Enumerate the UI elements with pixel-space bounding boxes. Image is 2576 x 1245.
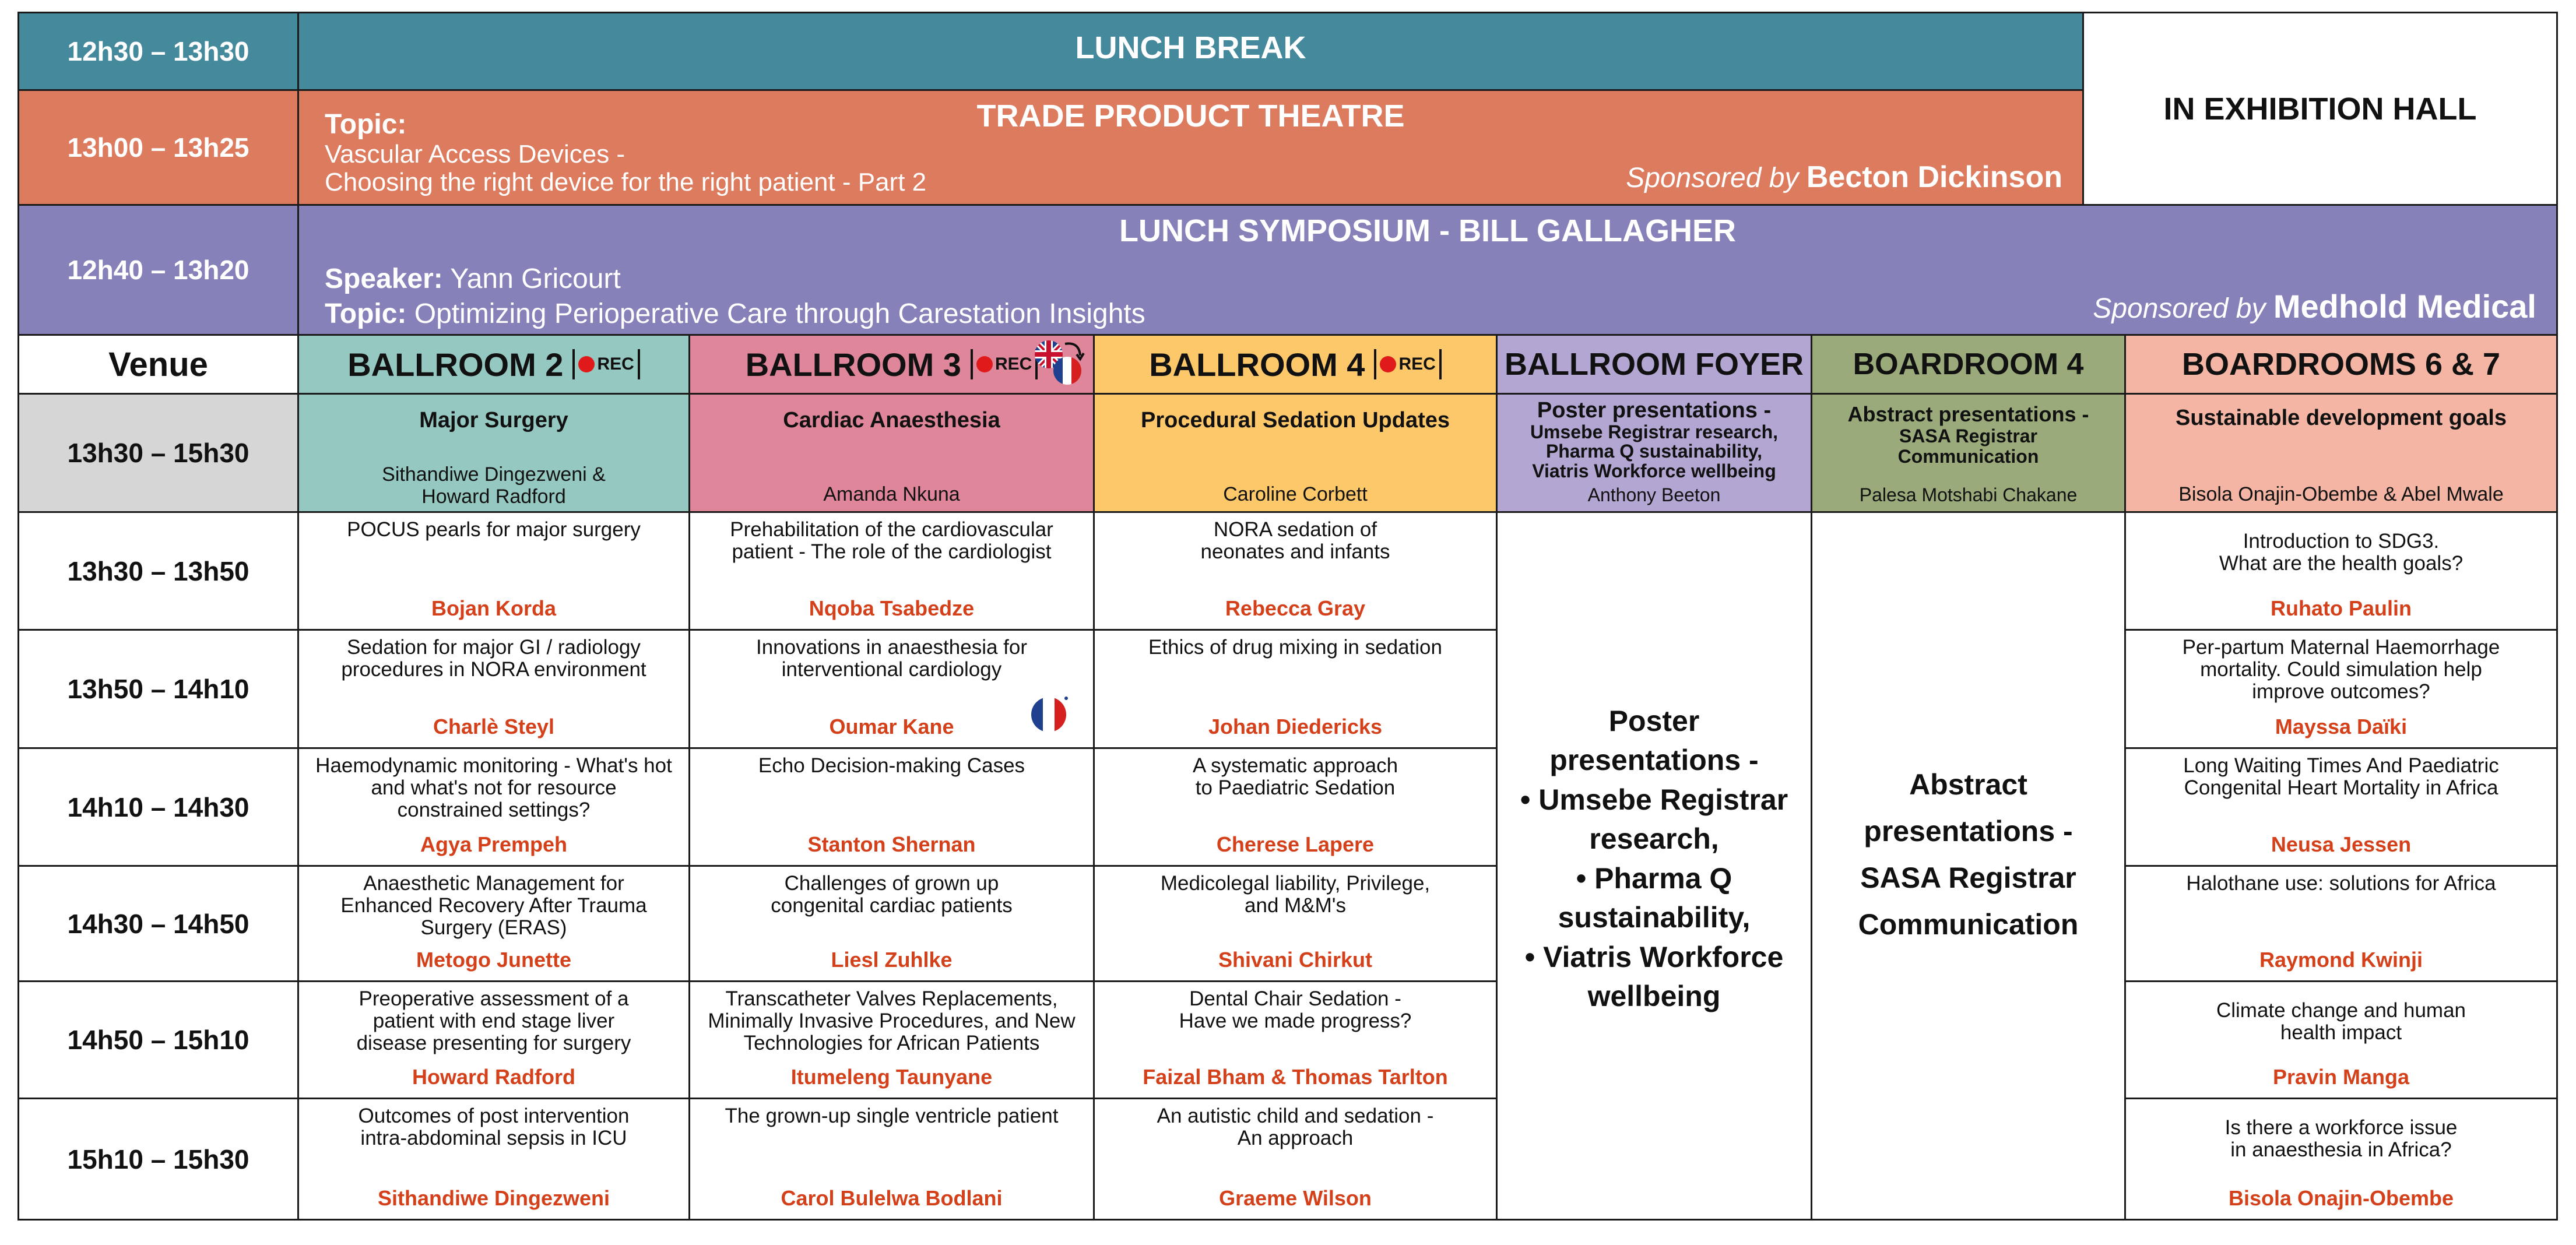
trade-sponsor xyxy=(1626,160,2062,195)
talk-title xyxy=(1098,1105,1492,1149)
recording-label: REC xyxy=(597,354,634,374)
recording-label: REC xyxy=(1398,354,1436,374)
talk-title-line: in anaesthesia in Africa? xyxy=(2230,1138,2452,1161)
talk-title-line: interventional cardiology xyxy=(781,657,1002,681)
session-title: Procedural Sedation Updates xyxy=(1140,408,1450,432)
talk-speaker: Howard Radford xyxy=(412,1065,575,1089)
recording-icon xyxy=(1374,349,1441,379)
boardroom4-line: Communication xyxy=(1858,908,2079,941)
talk-cell-b3 xyxy=(688,980,1095,1099)
session-chair-line2: Howard Radford xyxy=(421,485,566,508)
talk-cell-b4 xyxy=(1093,1098,1498,1221)
symposium-details xyxy=(325,262,1145,332)
talk-cell-b2 xyxy=(297,511,690,631)
foyer-line: • Umsebe Registrar xyxy=(1520,783,1788,816)
talk-title xyxy=(694,519,1090,563)
talk-cell-b2 xyxy=(297,747,690,867)
talk-title-line: Introduction to SDG3. xyxy=(2243,530,2440,553)
talk-speaker: Rebecca Gray xyxy=(1225,596,1366,620)
slot-time-cell xyxy=(17,747,299,867)
france-flag-icon xyxy=(1053,357,1081,385)
talk-speaker: Liesl Zuhlke xyxy=(831,948,953,972)
symposium-cell xyxy=(297,204,2558,336)
venue-boardroom-4-name: BOARDROOM 4 xyxy=(1853,347,2084,381)
talk-speaker: Faizal Bham & Thomas Tarlton xyxy=(1143,1065,1448,1089)
france-flag-icon xyxy=(1029,694,1070,734)
trade-time-cell xyxy=(17,89,299,206)
talk-title xyxy=(2129,1000,2553,1044)
talk-cell-b2 xyxy=(297,865,690,982)
talk-title-line: Enhanced Recovery After Trauma xyxy=(340,894,647,917)
talk-cell-br xyxy=(2124,865,2558,982)
talk-title-line: Surgery (ERAS) xyxy=(420,916,567,939)
talk-title-line: Have we made progress? xyxy=(1179,1009,1412,1032)
boardroom4-merged-cell xyxy=(1811,511,2126,1221)
talk-title-line: Congenital Heart Mortality in Africa xyxy=(2184,776,2498,799)
foyer-line: wellbeing xyxy=(1587,980,1721,1012)
talk-title xyxy=(1098,873,1492,917)
talk-cell-b2 xyxy=(297,629,690,749)
foyer-line: sustainability, xyxy=(1558,901,1751,934)
talk-title xyxy=(1098,755,1492,799)
symposium-topic-label: Topic: xyxy=(325,298,407,329)
boardroom4-line: Abstract xyxy=(1909,768,2027,801)
talk-title xyxy=(694,1105,1090,1127)
talk-speaker: Carol Bulelwa Bodlani xyxy=(781,1186,1003,1210)
talk-cell-b4 xyxy=(1093,980,1498,1099)
exhibition-hall-cell xyxy=(2082,12,2558,206)
venue-ballroom-3 xyxy=(688,334,1095,395)
talk-speaker: Bojan Korda xyxy=(431,596,556,620)
talk-speaker: Pravin Manga xyxy=(2272,1065,2410,1089)
session-chair: Bisola Onajin-Obembe & Abel Mwale xyxy=(2178,483,2504,505)
talk-title-line: Minimally Invasive Procedures, and New xyxy=(708,1009,1076,1032)
session-chair-line1: Sithandiwe Dingezweni & xyxy=(382,463,606,486)
talk-title-line: and M&M's xyxy=(1245,894,1346,917)
talk-cell-b3 xyxy=(688,1098,1095,1221)
session-chair: Anthony Beeton xyxy=(1587,484,1721,505)
session-time-cell xyxy=(17,393,299,513)
talk-title-line: neonates and infants xyxy=(1200,540,1390,563)
talk-title-line: Challenges of grown up xyxy=(784,872,999,895)
talk-cell-b3 xyxy=(688,629,1095,749)
session-chair: Palesa Motshabi Chakane xyxy=(1859,484,2078,505)
lunch-time: 12h30 – 13h30 xyxy=(67,36,249,66)
talk-title-line: Dental Chair Sedation - xyxy=(1189,987,1401,1010)
venue-label: Venue xyxy=(108,345,208,384)
session-title xyxy=(1498,399,1811,481)
talk-cell-b4 xyxy=(1093,865,1498,982)
talk-speaker: Graeme Wilson xyxy=(1219,1186,1372,1210)
symposium-sponsor xyxy=(2093,287,2536,325)
venue-boardroom-4 xyxy=(1811,334,2126,395)
venue-boardrooms-6-7-name: BOARDROOMS 6 & 7 xyxy=(2181,347,2501,382)
slot-time-cell xyxy=(17,980,299,1099)
talk-title-line: An autistic child and sedation - xyxy=(1157,1105,1434,1127)
talk-speaker: Johan Diedericks xyxy=(1208,715,1383,738)
venue-ballroom-foyer-name: BALLROOM FOYER xyxy=(1505,347,1804,382)
talk-title xyxy=(303,988,685,1054)
venue-label-cell xyxy=(17,334,299,395)
talk-cell-b4 xyxy=(1093,511,1498,631)
session-title-line1: Poster presentations - xyxy=(1537,398,1772,423)
talk-title xyxy=(694,988,1090,1054)
talk-cell-br xyxy=(2124,747,2558,867)
talk-speaker: Shivani Chirkut xyxy=(1218,948,1373,972)
talk-title-line: congenital cardiac patients xyxy=(771,894,1013,917)
talk-speaker: Sithandiwe Dingezweni xyxy=(377,1186,610,1210)
talk-title-line: What are the health goals? xyxy=(2219,551,2463,575)
session-title-line4: Viatris Workforce wellbeing xyxy=(1532,460,1776,482)
boardroom4-line: SASA Registrar xyxy=(1860,861,2076,894)
recording-label: REC xyxy=(994,354,1032,374)
foyer-line: Poster xyxy=(1608,704,1700,737)
symposium-time-cell xyxy=(17,204,299,336)
symposium-sponsor-name: Medhold Medical xyxy=(2273,288,2536,325)
talk-title xyxy=(1098,636,1492,659)
slot-time: 15h10 – 15h30 xyxy=(67,1144,249,1174)
talk-cell-b4 xyxy=(1093,747,1498,867)
talk-title-line: Transcatheter Valves Replacements, xyxy=(725,987,1058,1010)
venue-ballroom-4-name: BALLROOM 4 xyxy=(1149,346,1365,383)
talk-title-line: Prehabilitation of the cardiovascular xyxy=(730,518,1053,541)
talk-speaker: Metogo Junette xyxy=(416,948,571,972)
trade-time: 13h00 – 13h25 xyxy=(67,132,249,163)
talk-title xyxy=(694,755,1090,777)
trade-theatre-title: TRADE PRODUCT THEATRE xyxy=(976,99,1405,133)
talk-title xyxy=(1098,519,1492,563)
talk-speaker: Charlè Steyl xyxy=(433,715,555,738)
session-title: Sustainable development goals xyxy=(2175,406,2507,430)
talk-title-line: patient with end stage liver xyxy=(372,1009,615,1032)
boardroom4-line: presentations - xyxy=(1864,814,2073,847)
symposium-title: LUNCH SYMPOSIUM - BILL GALLAGHER xyxy=(1119,213,1736,248)
talk-cell-b3 xyxy=(688,865,1095,982)
foyer-line: • Pharma Q xyxy=(1576,861,1732,895)
symposium-topic-row xyxy=(325,297,1145,332)
talk-title xyxy=(694,873,1090,917)
talk-title-line: to Paediatric Sedation xyxy=(1195,776,1396,799)
session-chair xyxy=(299,464,688,508)
venue-ballroom-2-name: BALLROOM 2 xyxy=(347,346,564,383)
foyer-line: presentations - xyxy=(1549,744,1759,776)
symposium-sponsored-by: Sponsored by xyxy=(2093,293,2266,324)
slot-time-cell xyxy=(17,629,299,749)
session-title: Major Surgery xyxy=(419,408,568,432)
talk-speaker: Agya Prempeh xyxy=(420,832,568,856)
exhibition-hall-label: IN EXHIBITION HALL xyxy=(2163,91,2477,126)
trade-sponsored-by: Sponsored by xyxy=(1626,163,1799,194)
trade-topic-label: Topic: xyxy=(325,109,407,140)
talk-title xyxy=(2129,755,2553,799)
slot-time-cell xyxy=(17,511,299,631)
talk-title-line: Ethics of drug mixing in sedation xyxy=(1148,636,1442,659)
venue-ballroom-3-name: BALLROOM 3 xyxy=(745,346,961,383)
talk-title-line: Technologies for African Patients xyxy=(743,1031,1040,1054)
session-boardrooms-6-7 xyxy=(2124,393,2558,513)
trade-topic xyxy=(325,110,926,197)
talk-title-line: Halothane use: solutions for Africa xyxy=(2186,872,2496,895)
slot-time: 13h30 – 13h50 xyxy=(67,555,249,586)
slot-time-cell xyxy=(17,1098,299,1221)
session-time: 13h30 – 15h30 xyxy=(67,438,249,468)
session-title-line3: Communication xyxy=(1897,445,2039,467)
talk-cell-b3 xyxy=(688,511,1095,631)
slot-time: 14h10 – 14h30 xyxy=(67,792,249,822)
talk-cell-b4 xyxy=(1093,629,1498,749)
recording-icon xyxy=(971,349,1038,379)
foyer-merged-cell xyxy=(1496,511,1812,1221)
talk-title-line: POCUS pearls for major surgery xyxy=(347,518,641,541)
talk-title xyxy=(303,1105,685,1149)
symposium-topic: Optimizing Perioperative Care through Carestation Insights xyxy=(414,298,1145,329)
talk-speaker: Nqoba Tsabedze xyxy=(809,596,975,620)
boardroom4-block xyxy=(1858,761,2079,948)
talk-title-line: disease presenting for surgery xyxy=(356,1031,631,1054)
talk-title xyxy=(2129,530,2553,575)
symposium-speaker-label: Speaker: xyxy=(325,263,443,294)
talk-title xyxy=(2129,873,2553,895)
talk-speaker: Mayssa Daïki xyxy=(2275,715,2408,738)
talk-title-line: NORA sedation of xyxy=(1213,518,1377,541)
session-title-line1: Abstract presentations - xyxy=(1847,402,2089,426)
recording-icon xyxy=(572,349,639,379)
talk-speaker: Cherese Lapere xyxy=(1216,832,1375,856)
talk-title-line: Preoperative assessment of a xyxy=(359,987,629,1010)
talk-title-line: Long Waiting Times And Paediatric xyxy=(2183,754,2499,777)
talk-title-line: An approach xyxy=(1237,1126,1354,1149)
slot-time-cell xyxy=(17,865,299,982)
talk-speaker: Raymond Kwinji xyxy=(2259,948,2423,972)
talk-title xyxy=(2129,1117,2553,1161)
talk-title-line: and what's not for resource xyxy=(371,776,617,799)
talk-cell-br xyxy=(2124,511,2558,631)
symposium-speaker-row xyxy=(325,262,1145,297)
session-ballroom-3 xyxy=(688,393,1095,513)
talk-title-line: improve outcomes? xyxy=(2252,680,2430,703)
session-ballroom-foyer xyxy=(1496,393,1812,513)
venue-ballroom-foyer xyxy=(1496,334,1812,395)
talk-title-line: Outcomes of post intervention xyxy=(358,1105,630,1127)
talk-title-line: procedures in NORA environment xyxy=(341,657,646,681)
trade-topic-line2: Choosing the right device for the right patient - Part 2 xyxy=(325,168,927,197)
slot-time: 14h30 – 14h50 xyxy=(67,908,249,939)
symposium-time: 12h40 – 13h20 xyxy=(67,255,249,285)
talk-cell-b2 xyxy=(297,1098,690,1221)
talk-title-line: patient - The role of the cardiologist xyxy=(732,540,1052,563)
talk-title-line: Anaesthetic Management for xyxy=(363,872,624,895)
talk-title xyxy=(2129,636,2553,702)
talk-title-line: A systematic approach xyxy=(1192,754,1398,777)
talk-speaker: Itumeleng Taunyane xyxy=(790,1065,993,1089)
session-title-line3: Pharma Q sustainability, xyxy=(1545,441,1763,462)
talk-title xyxy=(1098,988,1492,1032)
talk-speaker: Ruhato Paulin xyxy=(2271,596,2412,620)
talk-title-line: Climate change and human xyxy=(2216,999,2466,1022)
foyer-block xyxy=(1520,702,1788,1017)
slot-time: 13h50 – 14h10 xyxy=(67,674,249,704)
foyer-line: research, xyxy=(1589,822,1719,855)
talk-cell-br xyxy=(2124,980,2558,1099)
talk-title xyxy=(303,636,685,681)
trade-sponsor-name: Becton Dickinson xyxy=(1806,160,2062,194)
talk-title xyxy=(694,636,1090,681)
talk-title-line: health impact xyxy=(2280,1021,2402,1044)
venue-ballroom-2 xyxy=(297,334,690,395)
session-chair: Amanda Nkuna xyxy=(823,483,960,505)
talk-title-line: mortality. Could simulation help xyxy=(2200,657,2482,681)
talk-title-line: Is there a workforce issue xyxy=(2224,1116,2458,1139)
talk-cell-br xyxy=(2124,1098,2558,1221)
session-title-line2: Umsebe Registrar research, xyxy=(1530,421,1779,442)
session-title xyxy=(1812,403,2124,467)
venue-ballroom-4 xyxy=(1093,334,1498,395)
talk-speaker: Neusa Jessen xyxy=(2271,832,2412,856)
talk-title-line: intra-abdominal sepsis in ICU xyxy=(360,1126,627,1149)
translation-icon xyxy=(1032,338,1085,387)
trade-theatre-cell xyxy=(297,89,2084,206)
talk-cell-b2 xyxy=(297,980,690,1099)
talk-title-line: constrained settings? xyxy=(397,798,591,821)
session-ballroom-2 xyxy=(297,393,690,513)
talk-title xyxy=(303,519,685,541)
session-title: Cardiac Anaesthesia xyxy=(783,408,1000,432)
talk-title xyxy=(303,755,685,821)
talk-cell-br xyxy=(2124,629,2558,749)
lunch-break-title: LUNCH BREAK xyxy=(1075,30,1306,65)
symposium-speaker: Yann Gricourt xyxy=(450,263,621,294)
talk-speaker: Bisola Onajin-Obembe xyxy=(2228,1186,2454,1210)
talk-title-line: Haemodynamic monitoring - What's hot xyxy=(315,754,672,777)
session-boardroom-4 xyxy=(1811,393,2126,513)
talk-title-line: Sedation for major GI / radiology xyxy=(347,636,641,659)
lunch-break-cell xyxy=(297,12,2084,91)
trade-topic-line1: Vascular Access Devices - xyxy=(325,139,625,168)
talk-title xyxy=(303,873,685,938)
talk-title-line: The grown-up single ventricle patient xyxy=(725,1105,1059,1127)
talk-title-line: Innovations in anaesthesia for xyxy=(755,636,1028,659)
talk-speaker: Oumar Kane xyxy=(829,715,954,738)
talk-title-line: Echo Decision-making Cases xyxy=(758,754,1025,777)
session-chair: Caroline Corbett xyxy=(1223,483,1368,505)
talk-cell-b3 xyxy=(688,747,1095,867)
foyer-line: • Viatris Workforce xyxy=(1524,940,1784,973)
talk-speaker: Stanton Shernan xyxy=(807,832,976,856)
session-ballroom-4 xyxy=(1093,393,1498,513)
venue-boardrooms-6-7 xyxy=(2124,334,2558,395)
slot-time: 14h50 – 15h10 xyxy=(67,1025,249,1055)
talk-title-line: Per-partum Maternal Haemorrhage xyxy=(2182,636,2500,659)
session-title-line2: SASA Registrar xyxy=(1899,425,2038,446)
talk-title-line: Medicolegal liability, Privilege, xyxy=(1160,872,1431,895)
lunch-time-cell xyxy=(17,12,299,91)
